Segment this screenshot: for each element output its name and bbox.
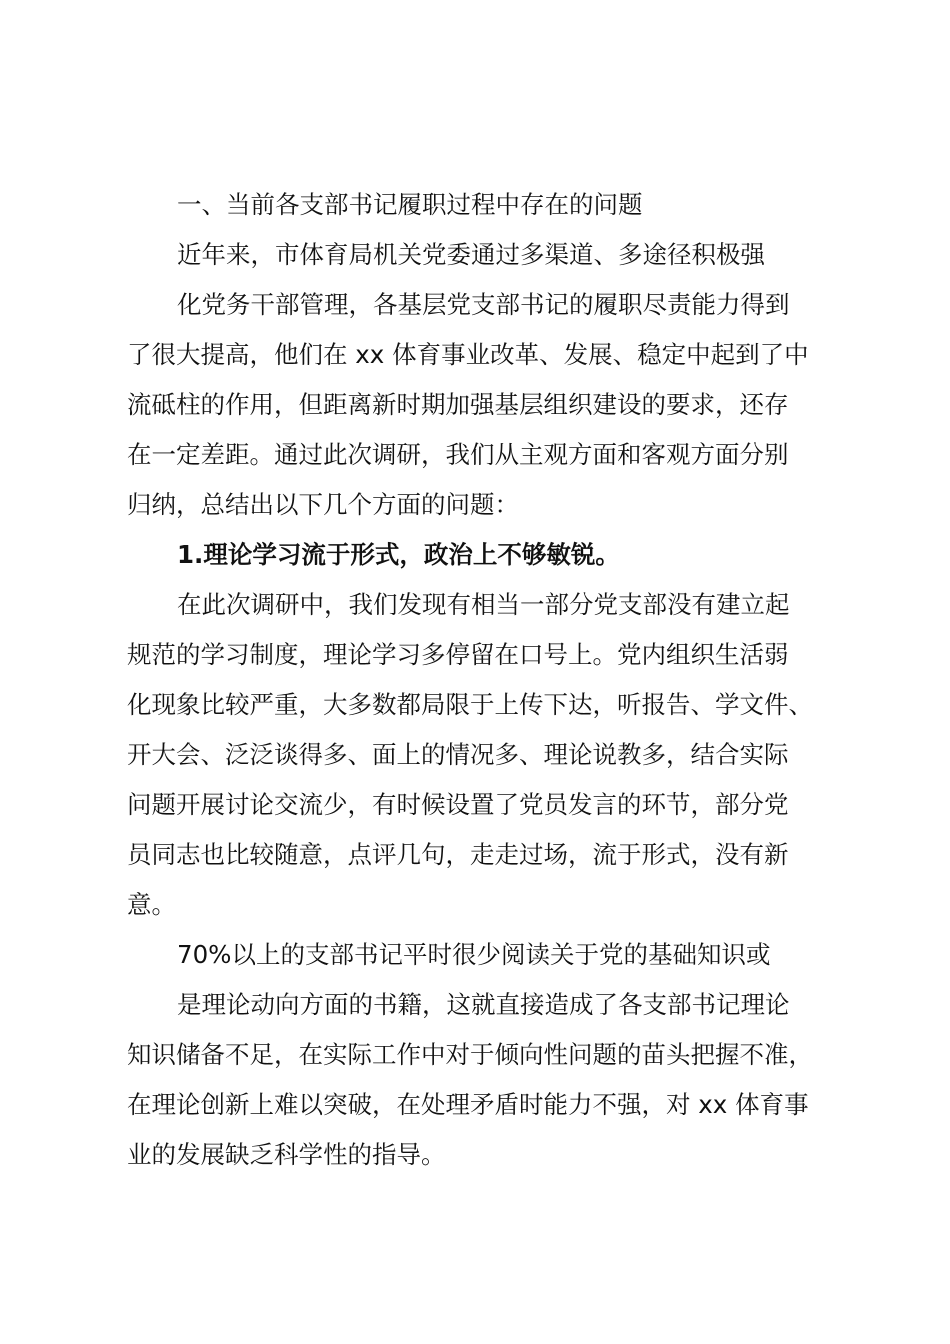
paragraph-line: 业的发展缺乏科学性的指导。 [127,1140,446,1169]
paragraph-line: 70%以上的支部书记平时很少阅读关于党的基础知识或 [177,940,771,969]
paragraph-line: 化现象比较严重，大多数都局限于上传下达，听报告、学文件、 [127,690,813,719]
paragraph-line: 在理论创新上难以突破，在处理矛盾时能力不强，对 xx 体育事 [127,1090,809,1119]
paragraph-line: 问题开展讨论交流少，有时候设置了党员发言的环节，部分党 [127,790,789,819]
paragraph-line: 员同志也比较随意，点评几句，走走过场，流于形式，没有新 [127,840,789,869]
paragraph-line: 规范的学习制度，理论学习多停留在口号上。党内组织生活弱 [127,640,789,669]
sub-heading: 1.理论学习流于形式，政治上不够敏锐。 [177,540,620,569]
paragraph-line: 归纳，总结出以下几个方面的问题： [127,490,519,519]
paragraph-line: 开大会、泛泛谈得多、面上的情况多、理论说教多，结合实际 [127,740,789,769]
paragraph-line: 在此次调研中，我们发现有相当一部分党支部没有建立起 [177,590,790,619]
paragraph-line: 是理论动向方面的书籍，这就直接造成了各支部书记理论 [177,990,790,1019]
paragraph-line: 流砥柱的作用，但距离新时期加强基层组织建设的要求，还存 [127,390,789,419]
paragraph-line: 近年来，市体育局机关党委通过多渠道、多途径积极强 [177,240,765,269]
paragraph-line: 知识储备不足，在实际工作中对于倾向性问题的苗头把握不准， [127,1040,813,1069]
paragraph-line: 化党务干部管理，各基层党支部书记的履职尽责能力得到 [177,290,790,319]
paragraph-line: 在一定差距。通过此次调研，我们从主观方面和客观方面分别 [127,440,789,469]
paragraph-line: 了很大提高，他们在 xx 体育事业改革、发展、稳定中起到了中 [127,340,809,369]
section-heading: 一、当前各支部书记履职过程中存在的问题 [177,190,643,219]
paragraph-line: 意。 [127,890,176,919]
